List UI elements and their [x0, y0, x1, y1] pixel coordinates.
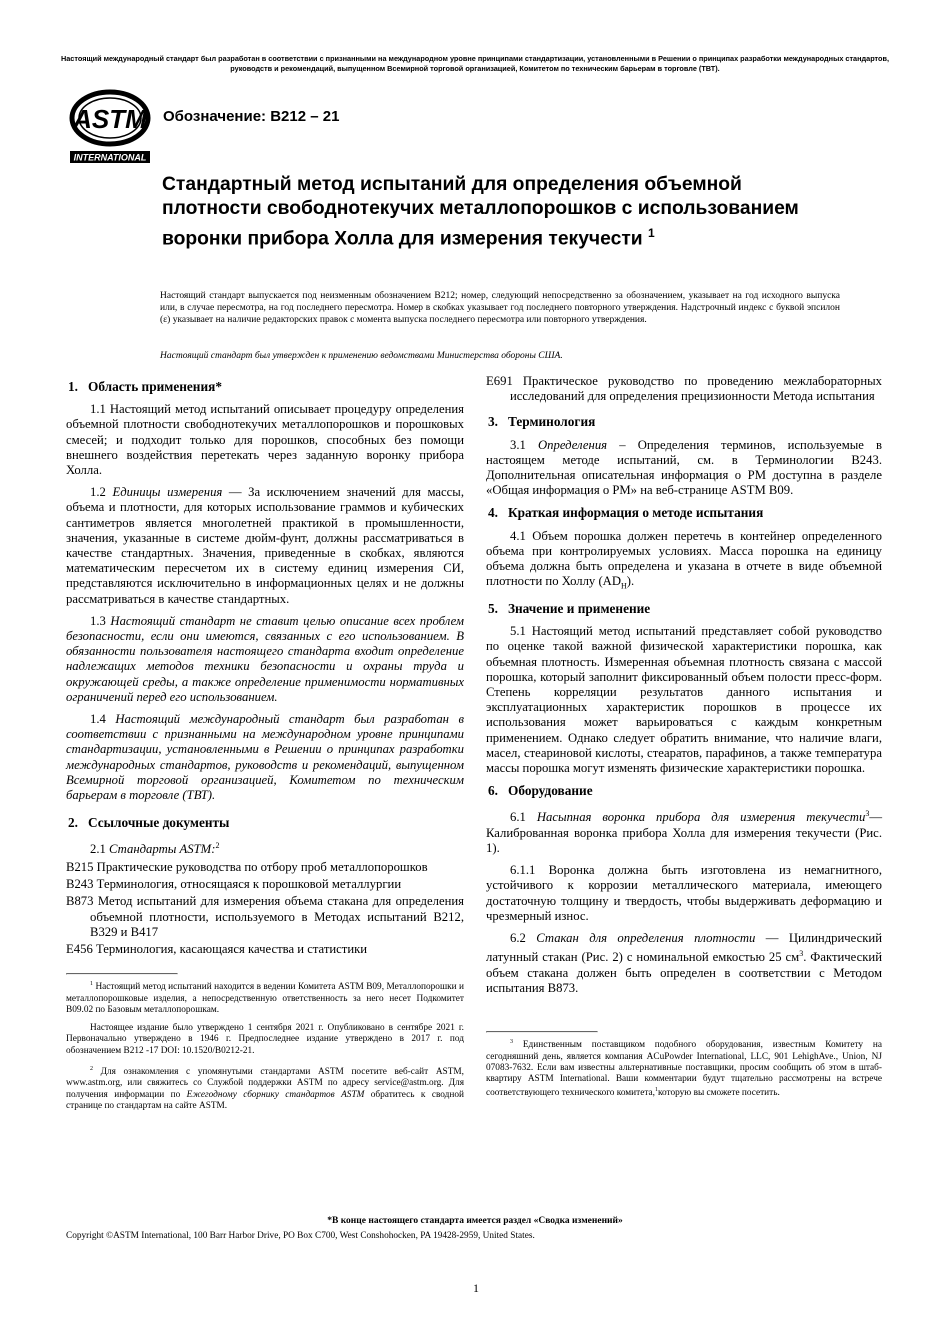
section-6-heading: 6. Оборудование: [488, 783, 593, 799]
top-notice: Настоящий международный стандарт был разработан в соответствии с признанными на международном уровне принципами стандартизации, установленными в Решении о принципах разработки международных стандартов, руководств и рекомендаций, выпущенном Всемирной торговой организацией, Комитетом по техническим барьерам в торговле (ТВТ).: [60, 54, 889, 73]
footnote-2: $^2$ Для ознакомления с упомянутыми стандартами ASTM посетите веб-сайт ASTM, www.astm.org, или свяжитесь со Службой поддержки ASTM по адресу service@astm.org. Для получения информации по Ежегодному сборнику стандартов ASTM обратитесь к сводной странице по стандартам на сайте ASTM.: [66, 1066, 465, 1111]
para-5-1: 5.1 Настоящий метод испытаний представляет собой руководство по оценке такой важной физической характеристики порошка, как объемная плотность. Измеренная объемная плотность связана с массой порошка, который заполнит фиксированный объем полости пресс-форм. Степень корреляции результатов данного испытания и эксплуатационных характеристик порошков в процессе их использования может варьироваться с каждым конкретным применением. Однако следует обратить внимание, что наличие влаги, масел, стеариновой кислоты, стеаратов, парафинов, а также температура массы порошка могут изменять физические характеристики порошка.: [486, 624, 882, 775]
para-3-1: 3.1 Определения – Определения терминов, используемые в настоящем методе испытаний, см. в Терминологии B243. Дополнительная описательная информация о PM доступна в разделе «Общая информация о PM» на веб-странице ASTM B09.: [486, 437, 882, 498]
ref-item: B243 Терминология, относящаяся к порошковой металлургии: [66, 877, 402, 892]
ref-item: B215 Практические руководства по отбору проб металлопорошков: [66, 859, 428, 874]
summary-of-changes-note: *В конце настоящего стандарта имеется раздел «Сводка изменений»: [327, 1216, 623, 1226]
left-column: [66, 375, 464, 1119]
para-1-2: 1.2 Единицы измерения — За исключением значений для массы, объема и плотности, для которых использование граммов и кубических сантиметров является многолетней практикой в промышленности, значения, указанные в системе дюйм-фунт, должны рассматриваться в качестве стандартных. Значения, приведенные в скобках, являются математическим пересчетом их в систему единиц измерения СИ, представляются исключительно в информационных целях и не должны рассматриваться в качестве стандартных.: [66, 485, 464, 606]
para-6-1-1: 6.1.1 Воронка должна быть изготовлена из немагнитного, устойчивого к коррозии металлического материала, имеющего достаточную толщину и твердость, чтобы выдерживать деформацию и чрезмерный износ.: [486, 863, 882, 923]
title-text: Стандартный метод испытаний для определения объемной плотности свободнотекучих металлопорошков с использованием воронки прибора Холла для измерения текучести: [162, 174, 799, 250]
ref-item: B873 Метод испытаний для измерения объема стакана для определения объемной плотности, используемого в Методах испытаний B212, B329 и B417: [66, 894, 464, 939]
section-5-heading: 5. Значение и применение: [488, 600, 651, 616]
dod-approval-note: Настоящий стандарт был утвержден к применению ведомствами Министерства обороны США.: [160, 351, 563, 361]
footnote-3: $^3$ Единственным поставщиком подобного оборудования, известным Комитету на сегодняшний день, является компания ACuPowder International, LLC, 901 LehighAve., Union, NJ 07083-7632. Если вам известны альтернативные поставщики, просим сообщить об этом в штаб-квартиру ASTM International. Ваши комментарии будут тщательно рассмотрены на встрече соответствующего технического комитета,$^1$которую вы сможете посетить.: [486, 1039, 882, 1099]
section-2-heading: 2. Ссылочные документы: [68, 815, 230, 831]
ref-item: E456 Терминология, касающаяся качества и статистики: [66, 941, 368, 956]
title-footnote-mark: 1: [647, 226, 655, 240]
section-1-heading: 1. Область применения*: [68, 379, 222, 394]
footnote-1: $^1$ Настоящий метод испытаний находится в ведении Комитета ASTM B09, Металлопорошки и металлопорошковые изделия, а непосредственную ответственность за него несет Подкомитет B09.02 по Базовым металлопорошкам.: [66, 981, 465, 1015]
copyright: Copyright ©ASTM International, 100 Barr Harbor Drive, PO Box C700, West Conshohocken, PA 19428-2959, United States.: [66, 1231, 535, 1241]
logo-subtitle: INTERNATIONAL: [73, 152, 147, 163]
issuance-note: Настоящий стандарт выпускается под неизменным обозначением B212; номер, следующий непосредственно за обозначением, указывает на год исходного выпуска или, в случае пересмотра, на год последнего пересмотра. Номер в скобках указывает год последнего повторного утверждения. Надстрочный индекс с буквой эпсилон (ε) указывает на наличие редакторских правок с момента выпуска последнего пересмотра или повторного утверждения.: [160, 291, 840, 326]
astm-logo: [66, 88, 154, 166]
para-2-1: 2.1 Стандарты ASTM:$^2$: [90, 841, 220, 857]
para-6-2: 6.2 Стакан для определения плотности — Цилиндрический латунный стакан (Рис. 2) с номинальной емкостью 25 $см^3$. Фактический объем стакана должен быть определен в соответствии с Методом испытания B873.: [486, 931, 883, 995]
astm-logo-icon: [66, 88, 154, 166]
page-number: 1: [473, 1281, 479, 1295]
designation: Обозначение: B212 – 21: [163, 108, 340, 125]
para-4-1: 4.1 Объем порошка должен перетечь в контейнер определенного объема при контролируемых условиях. Масса порошка на единицу объема должна быть определена и указана в отчете в виде объемной плотности по Холлу $(AD_H)$.: [486, 528, 882, 591]
logo-letters: ASTM: [73, 104, 147, 134]
ref-item: E691 Практическое руководство по проведению межлабораторных исследований для определения прецизионности Метода испытания: [486, 374, 882, 404]
footnote-1b: Настоящее издание было утверждено 1 сентября 2021 г. Опубликовано в сентябре 2021 г. Первоначально утверждено в 1946 г. Предпоследнее издание утверждено в 2017 г. под обозначением B212 -17 DOI: 10.1520/B0212-21.: [66, 1023, 464, 1056]
section-3-heading: 3. Терминология: [488, 414, 596, 430]
section-4-heading: 4. Краткая информация о методе испытания: [488, 505, 764, 521]
para-6-1: 6.1 Насыпная воронка прибора для измерения текучести$^3$— Калиброванная воронка прибора Холла для измерения текучести (Рис. 1).: [486, 809, 883, 856]
para-1-3: 1.3 Настоящий стандарт не ставит целью описание всех проблем безопасности, если они имеются, связанных с его использованием. В обязанности пользователя настоящего стандарта входит определение надлежащих методов техники безопасности и охраны труда и окружающей среды, а также определение применимости нормативных ограничений перед его использованием.: [66, 613, 464, 704]
para-1-1: 1.1 Настоящий метод испытаний описывает процедуру определения объемной плотности свободнотекучих металлопорошков и порошковых смесей; и подходит только для порошков, способных без помощи внешнего воздействия перетекать через заданную воронку прибора Холла.: [66, 402, 464, 478]
document-title: [162, 173, 842, 251]
para-1-4: 1.4 Настоящий международный стандарт был разработан в соответствии с признанными на международном уровне принципами стандартизации, установленными в Решении о принципах разработки международных стандартов, руководств и рекомендаций, выпущенном Всемирной торговой организацией, Комитетом по техническим барьерам в торговле (ТВТ).: [66, 712, 464, 803]
right-column: [486, 374, 882, 1107]
